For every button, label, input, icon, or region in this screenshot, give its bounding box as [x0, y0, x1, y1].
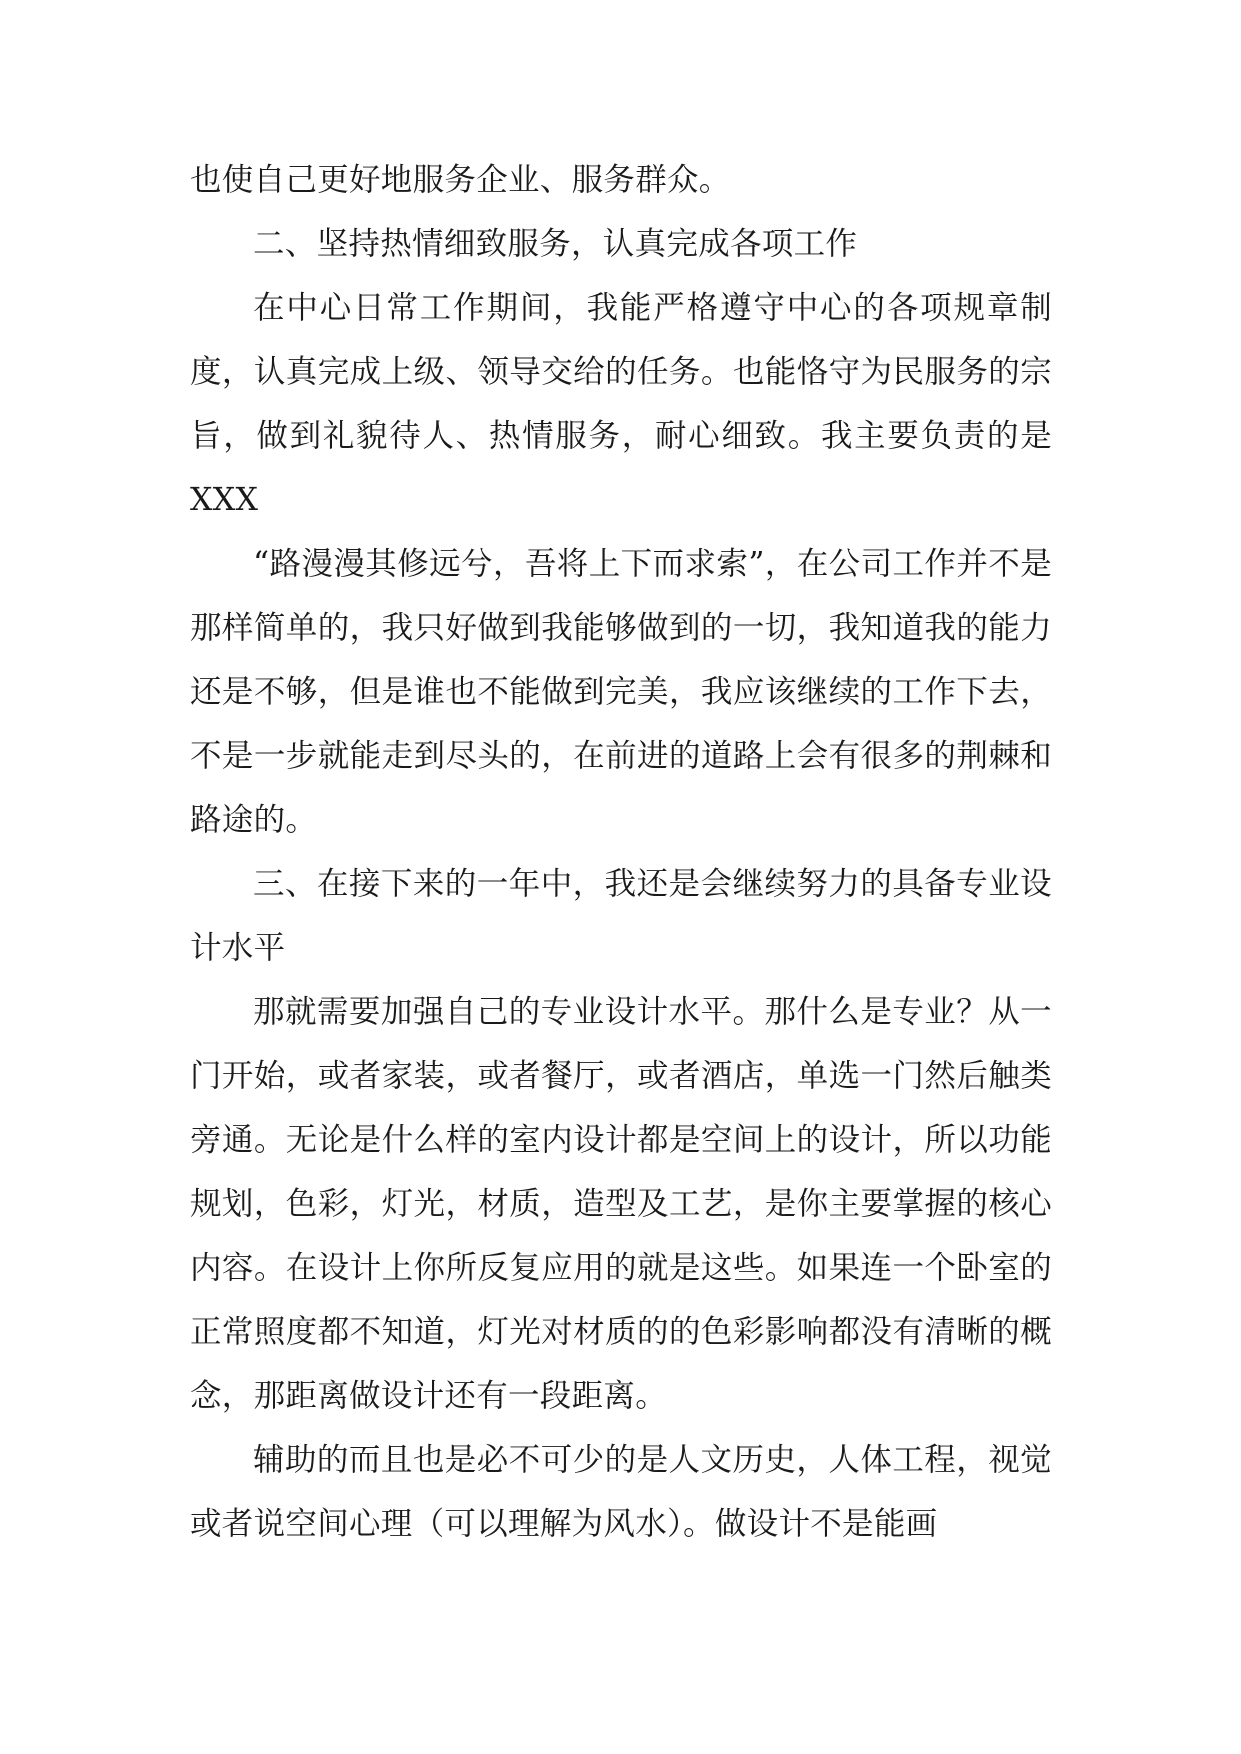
paragraph-quote: “路漫漫其修远兮，吾将上下而求索”，在公司工作并不是那样简单的，我只好做到我能够做到的一切，我知道我的能力还是不够，但是谁也不能做到完美，我应该继续的工作下去，不是一步就能走到尽头的，在前进的道路上会有很多的荆棘和路途的。: [190, 546, 1052, 838]
paragraph-continuation: 也使自己更好地服务企业、服务群众。: [190, 162, 731, 198]
section-heading-two: 二、坚持热情细致服务，认真完成各项工作: [253, 226, 858, 262]
paragraph-daily-work: 在中心日常工作期间，我能严格遵守中心的各项规章制度，认真完成上级、领导交给的任务。也能恪守为民服务的宗旨，做到礼貌待人、热情服务，耐心细致。我主要负责的是 XXX: [190, 290, 1052, 518]
document-body: [190, 148, 1052, 1556]
paragraph-auxiliary: 辅助的而且也是必不可少的是人文历史，人体工程，视觉或者说空间心理（可以理解为风水）。做设计不是能画: [190, 1442, 1052, 1542]
paragraph-design-skill: 那就需要加强自己的专业设计水平。那什么是专业？从一门开始，或者家装，或者餐厅，或者酒店，单选一门然后触类旁通。无论是什么样的室内设计都是空间上的设计，所以功能规划，色彩，灯光，材质，造型及工艺，是你主要掌握的核心内容。在设计上你所反复应用的就是这些。如果连一个卧室的正常照度都不知道，灯光对材质的的色彩影响都没有清晰的概念，那距离做设计还有一段距离。: [190, 994, 1052, 1414]
section-heading-three: 三、在接下来的一年中，我还是会继续努力的具备专业设计水平: [190, 866, 1052, 966]
